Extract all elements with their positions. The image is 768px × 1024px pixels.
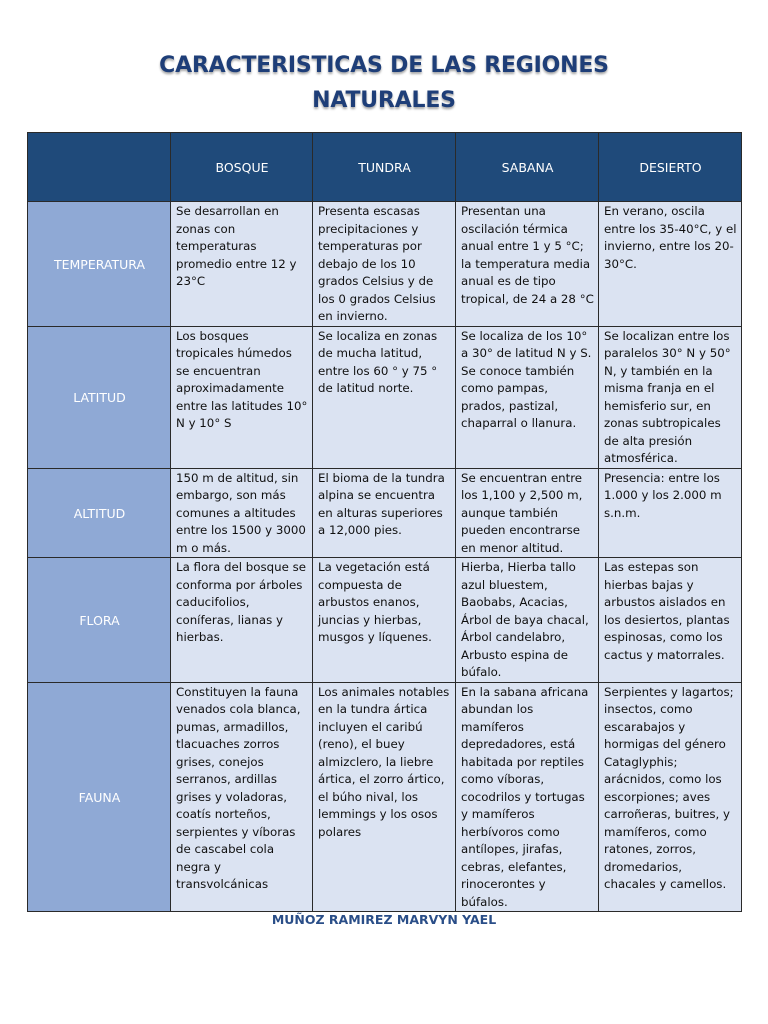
cell-flora-desierto: Las estepas son hierbas bajas y arbustos aislados en los desiertos, plantas espinosas, como los cactus y matorrales. <box>599 558 742 683</box>
cell-altitud-sabana: Se encuentran entre los 1,100 y 2,500 m, aunque también pueden encontrarse en menor altitud. <box>456 468 599 558</box>
table-row-temperatura <box>28 202 742 327</box>
row-label-altitud: ALTITUD <box>28 468 171 558</box>
header-corner-cell <box>28 133 171 202</box>
row-label-fauna: FAUNA <box>28 682 171 912</box>
table-header-row <box>28 133 742 202</box>
document-title <box>0 48 768 118</box>
cell-latitud-desierto: Se localizan entre los paralelos 30° N y 50° N, y también en la misma franja en el hemisferio sur, en zonas subtropicales de alta presión atmosférica. <box>599 326 742 468</box>
title-line-1: CARACTERISTICAS DE LAS REGIONES <box>159 53 609 78</box>
cell-flora-tundra: La vegetación está compuesta de arbustos enanos, juncias y hierbas, musgos y líquenes. <box>313 558 456 683</box>
cell-fauna-desierto: Serpientes y lagartos; insectos, como escarabajos y hormigas del género Cataglyphis; arácnidos, como los escorpiones; aves carroñeras, buitres, y mamíferos, como ratones, zorros, dromedarios, chacales y camellos. <box>599 682 742 912</box>
row-label-latitud: LATITUD <box>28 326 171 468</box>
cell-temperatura-desierto: En verano, oscila entre los 35-40°C, y el invierno, entre los 20-30°C. <box>599 202 742 327</box>
row-label-flora: FLORA <box>28 558 171 683</box>
table-row-fauna <box>28 682 742 912</box>
cell-altitud-bosque: 150 m de altitud, sin embargo, son más comunes a altitudes entre los 1500 y 3000 m o más. <box>171 468 313 558</box>
cell-altitud-tundra: El bioma de la tundra alpina se encuentra en alturas superiores a 12,000 pies. <box>313 468 456 558</box>
cell-fauna-tundra: Los animales notables en la tundra ártica incluyen el caribú (reno), el buey almizclero, la liebre ártica, el zorro ártico, el búho nival, los lemmings y los osos polares <box>313 682 456 912</box>
cell-latitud-bosque: Los bosques tropicales húmedos se encuentran aproximadamente entre las latitudes 10° N y 10° S <box>171 326 313 468</box>
cell-fauna-sabana: En la sabana africana abundan los mamíferos depredadores, está habitada por reptiles como víboras, cocodrilos y tortugas y mamíferos herbívoros como antílopes, jirafas, cebras, elefantes, rinocerontes y búfalos. <box>456 682 599 912</box>
cell-temperatura-sabana: Presentan una oscilación térmica anual entre 1 y 5 °C; la temperatura media anual es de tipo tropical, de 24 a 28 °C <box>456 202 599 327</box>
cell-altitud-desierto: Presencia: entre los 1.000 y los 2.000 m s.n.m. <box>599 468 742 558</box>
cell-latitud-sabana: Se localiza de los 10° a 30° de latitud N y S. Se conoce también como pampas, prados, pastizal, chaparral o llanura. <box>456 326 599 468</box>
regions-table <box>27 132 742 912</box>
cell-temperatura-bosque: Se desarrollan en zonas con temperaturas promedio entre 12 y 23°C <box>171 202 313 327</box>
table-row-altitud <box>28 468 742 558</box>
cell-flora-bosque: La flora del bosque se conforma por árboles caducifolios, coníferas, lianas y hierbas. <box>171 558 313 683</box>
cell-flora-sabana: Hierba, Hierba tallo azul bluestem, Baobabs, Acacias, Árbol de baya chacal, Árbol candelabro, Arbusto espina de búfalo. <box>456 558 599 683</box>
table-row-latitud <box>28 326 742 468</box>
header-tundra: TUNDRA <box>313 133 456 202</box>
header-sabana: SABANA <box>456 133 599 202</box>
cell-latitud-tundra: Se localiza en zonas de mucha latitud, entre los 60 ° y 75 ° de latitud norte. <box>313 326 456 468</box>
title-line-2: NATURALES <box>312 88 456 113</box>
row-label-temperatura: TEMPERATURA <box>28 202 171 327</box>
header-desierto: DESIERTO <box>599 133 742 202</box>
cell-fauna-bosque: Constituyen la fauna venados cola blanca, pumas, armadillos, tlacuaches zorros grises, conejos serranos, ardillas grises y voladoras, coatís norteños, serpientes y víboras de cascabel cola negra y transvolcánicas <box>171 682 313 912</box>
author-name: MUÑOZ RAMIREZ MARVYN YAEL <box>271 912 497 927</box>
table-row-flora <box>28 558 742 683</box>
cell-temperatura-tundra: Presenta escasas precipitaciones y temperaturas por debajo de los 10 grados Celsius y de los 0 grados Celsius en invierno. <box>313 202 456 327</box>
header-bosque: BOSQUE <box>171 133 313 202</box>
